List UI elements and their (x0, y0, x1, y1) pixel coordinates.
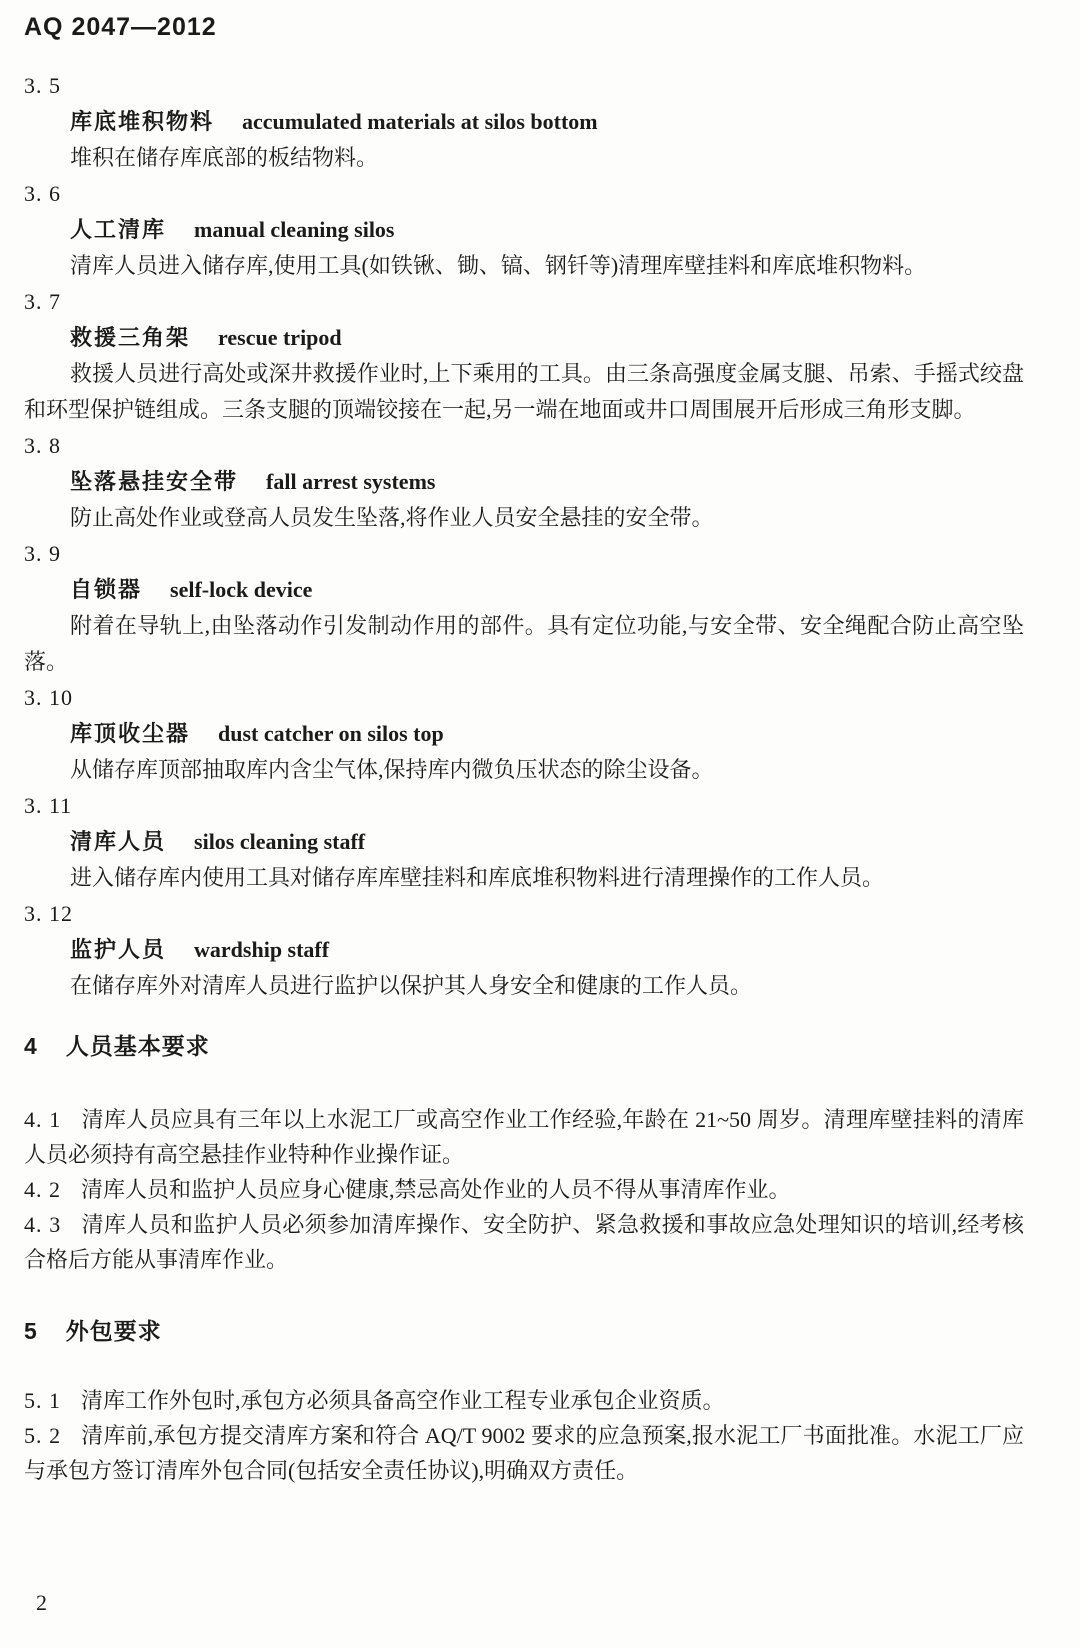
term-number: 3. 5 (24, 73, 61, 98)
term-entry-3-5 (24, 68, 1024, 176)
term-number: 3. 12 (24, 901, 73, 926)
term-en: dust catcher on silos top (218, 721, 444, 746)
section-title: 人员基本要求 (65, 1033, 210, 1059)
term-zh: 监护人员 (70, 937, 167, 962)
term-zh: 坠落悬挂安全带 (70, 469, 239, 494)
clause-4-3 (24, 1207, 1024, 1277)
term-entry-3-6 (24, 176, 1024, 284)
section-5-outsourcing-requirements (24, 1313, 1024, 1488)
term-number: 3. 10 (24, 685, 73, 710)
term-number: 3. 11 (24, 793, 73, 818)
term-entry-3-12 (24, 896, 1024, 1004)
term-en: manual cleaning silos (194, 217, 395, 242)
term-number: 3. 6 (24, 181, 61, 206)
term-definition: 在储存库外对清库人员进行监护以保护其人身安全和健康的工作人员。 (70, 973, 753, 998)
term-definition: 堆积在储存库底部的板结物料。 (70, 145, 379, 170)
term-zh: 清库人员 (70, 829, 167, 854)
term-zh: 自锁器 (70, 577, 143, 602)
term-title (24, 572, 1024, 608)
term-number: 3. 9 (24, 541, 61, 566)
term-en: silos cleaning staff (194, 829, 366, 854)
term-title (24, 824, 1024, 860)
section-title: 外包要求 (65, 1318, 162, 1344)
term-title (24, 464, 1024, 500)
section-number: 5 (24, 1318, 38, 1344)
clause-text: 清库前,承包方提交清库方案和符合 AQ/T 9002 要求的应急预案,报水泥工厂书面批准。水泥工厂应与承包方签订清库外包合同(包括安全责任协议),明确双方责任。 (24, 1423, 1024, 1483)
clause-number: 4. 2 (24, 1177, 61, 1202)
term-number: 3. 8 (24, 433, 61, 458)
clause-4-1 (24, 1102, 1024, 1172)
section-heading (24, 1313, 1024, 1349)
term-number: 3. 7 (24, 289, 61, 314)
term-entry-3-11 (24, 788, 1024, 896)
term-title (24, 320, 1024, 356)
term-zh: 救援三角架 (70, 325, 191, 350)
term-entry-3-8 (24, 428, 1024, 536)
term-entry-3-7 (24, 284, 1024, 428)
term-en: wardship staff (194, 937, 330, 962)
term-definition: 进入储存库内使用工具对储存库库壁挂料和库底堆积物料进行清理操作的工作人员。 (70, 865, 885, 890)
document-header: AQ 2047—2012 (24, 13, 217, 41)
term-entry-3-9 (24, 536, 1024, 680)
term-en: rescue tripod (218, 325, 342, 350)
page-number: 2 (36, 1590, 47, 1615)
terms-and-definitions (24, 68, 1024, 1004)
term-title (24, 932, 1024, 968)
clause-number: 5. 1 (24, 1388, 61, 1413)
clause-text: 清库人员应具有三年以上水泥工厂或高空作业工作经验,年龄在 21~50 周岁。清理库壁挂料的清库人员必须持有高空悬挂作业特种作业操作证。 (24, 1107, 1025, 1167)
section-number: 4 (24, 1033, 38, 1059)
term-entry-3-10 (24, 680, 1024, 788)
term-title (24, 212, 1024, 248)
term-definition: 附着在导轨上,由坠落动作引发制动作用的部件。具有定位功能,与安全带、安全绳配合防止高空坠落。 (24, 613, 1024, 674)
term-definition: 清库人员进入储存库,使用工具(如铁锹、锄、镐、钢钎等)清理库壁挂料和库底堆积物料。 (70, 253, 927, 278)
clause-text: 清库工作外包时,承包方必须具备高空作业工程专业承包企业资质。 (81, 1388, 725, 1413)
term-definition: 救援人员进行高处或深井救援作业时,上下乘用的工具。由三条高强度金属支腿、吊索、手摇式绞盘和环型保护链组成。三条支腿的顶端铰接在一起,另一端在地面或井口周围展开后形成三角形支脚。 (24, 361, 1024, 422)
term-en: self-lock device (170, 577, 313, 602)
clause-text: 清库人员和监护人员应身心健康,禁忌高处作业的人员不得从事清库作业。 (81, 1177, 791, 1202)
clause-number: 4. 1 (24, 1107, 62, 1132)
clause-number: 4. 3 (24, 1212, 62, 1237)
clause-4-2 (24, 1172, 1024, 1207)
term-title (24, 104, 1024, 140)
clause-number: 5. 2 (24, 1423, 62, 1448)
term-definition: 防止高处作业或登高人员发生坠落,将作业人员安全悬挂的安全带。 (70, 505, 714, 530)
clause-text: 清库人员和监护人员必须参加清库操作、安全防护、紧急救援和事故应急处理知识的培训,经考核合格后方能从事清库作业。 (24, 1212, 1024, 1272)
term-en: accumulated materials at silos bottom (242, 109, 598, 134)
clause-5-1 (24, 1383, 1024, 1418)
term-definition: 从储存库顶部抽取库内含尘气体,保持库内微负压状态的除尘设备。 (70, 757, 714, 782)
term-zh: 库顶收尘器 (70, 721, 191, 746)
term-en: fall arrest systems (266, 469, 436, 494)
term-zh: 库底堆积物料 (70, 109, 215, 134)
term-title (24, 716, 1024, 752)
clause-5-2 (24, 1418, 1024, 1488)
section-4-personnel-requirements (24, 1028, 1024, 1277)
term-zh: 人工清库 (70, 217, 167, 242)
section-heading (24, 1028, 1024, 1064)
